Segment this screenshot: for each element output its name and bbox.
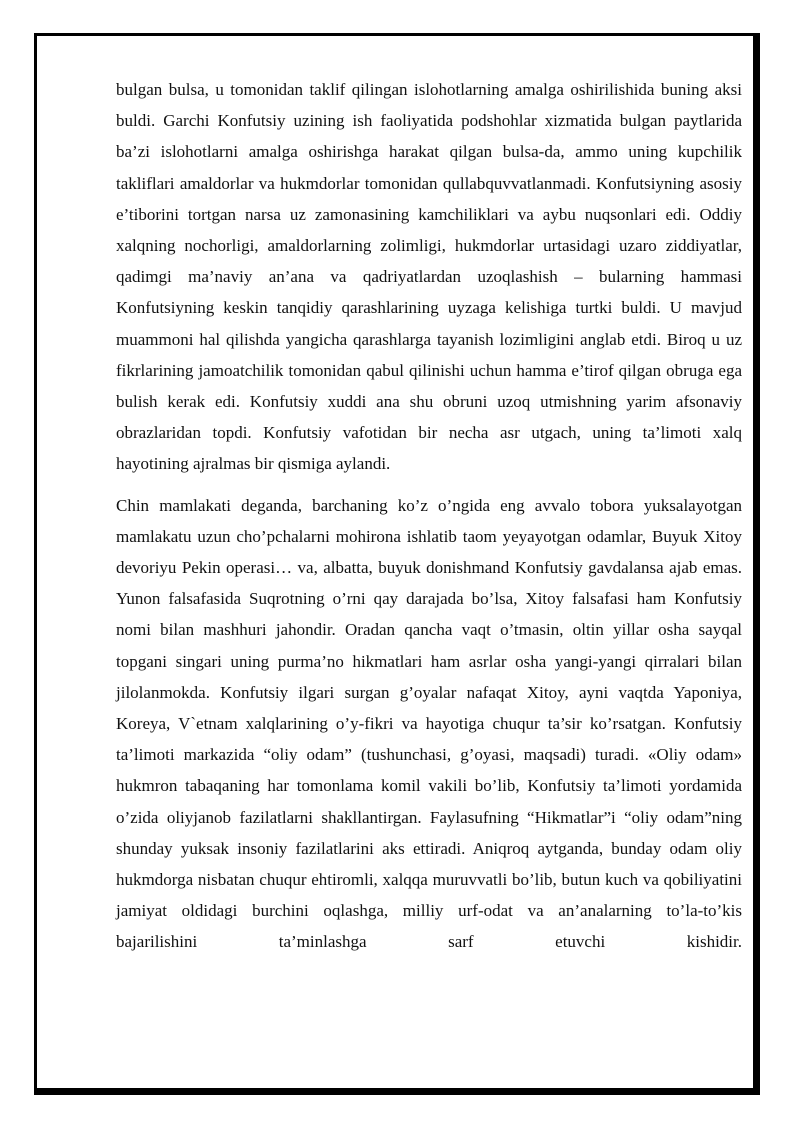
paragraph-1: bulgan bulsa, u tomonidan taklif qilingan islohotlarning amalga oshirilishida buning aksi buldi. Garchi Konfutsiy uzining ish faoliyatida podshohlar xizmatida bulgan paytlarida ba’zi islohotlarni amalga oshirishga harakat qilgan bulsa-da, ammo uning kupchilik takliflari amaldorlar va hukmdorlar tomonidan qullabquvvatlanmadi. Konfutsiyning asosiy e’tiborini tortgan narsa uz zamonasining kamchiliklari va aybu nuqsonlari edi. Oddiy xalqning nochorligi, amaldorlarning zolimligi, hukmdorlar urtasidagi uzaro ziddiyatlar, qadimgi ma’naviy an’ana va qadriyatlardan uzoqlashish – bularning hammasi Konfutsiyning keskin tanqidiy qarashlarining uyzaga kelishiga turtki buldi. U mavjud muammoni hal qilishda yangicha qarashlarga tayanish lozimligini anglab etdi. Biroq u uz fikrlarining jamoatchilik tomonidan qabul qilinishi uchun hamma e’tirof qilgan obruga ega bulish kerak edi. Konfutsiy xuddi ana shu obruni uzoq utmishning yarim afsonaviy obrazlaridan topdi. Konfutsiy vafotidan bir necha asr utgach, uning ta’limoti xalq hayotining ajralmas bir qismiga aylandi.: [116, 80, 742, 474]
paragraph-2: Chin mamlakati deganda, barchaning ko’z o’ngida eng avvalo tobora yuksalayotgan mamlakatu uzun cho’pchalarni mohirona ishlatib taom yeyayotgan odamlar, Buyuk Xitoy devoriyu Pekin operasi… va, albatta, buyuk donishmand Konfutsiy gavdalansa ajab emas. Yunon falsafasida Suqrotning o’rni qay darajada bo’lsa, Xitoy falsafasi ham Konfutsiy nomi bilan mashhuri jahondir. Oradan qancha vaqt o’tmasin, oltin yillar osha sayqal topgani singari uning purma’no hikmatlari ham asrlar osha yangi-yangi qirralari bilan jilolanmokda. Konfutsiy ilgari surgan g’oyalar nafaqat Xitoy, ayni vaqtda Yaponiya, Koreya, V`etnam xalqlarining o’y-fikri va hayotiga chuqur ta’sir ko’rsatgan. Konfutsiy ta’limoti markazida “oliy odam” (tushunchasi, g’oyasi, maqsadi) turadi. «Oliy odam» hukmron tabaqaning har tomonlama komil vakili bo’lib, Konfutsiy ta’limoti yordamida o’zida oliyjanob fazilatlarni shakllantirgan. Faylasufning “Hikmatlar”i “oliy odam”ning shunday yuksak insoniy fazilatlarini aks ettiradi. Aniqroq aytganda, bunday odam oliy hukmdorga nisbatan chuqur ehtiromli, xalqqa muruvvatli bo’lib, butun kuch va qobiliyatini jamiyat oldidagi burchini oqlashga, milliy urf-odat va an’analarning to’la-to’kis bajarilishini ta’minlashga sarf etuvchi kishidir.: [116, 495, 742, 952]
document-body: [116, 74, 742, 958]
